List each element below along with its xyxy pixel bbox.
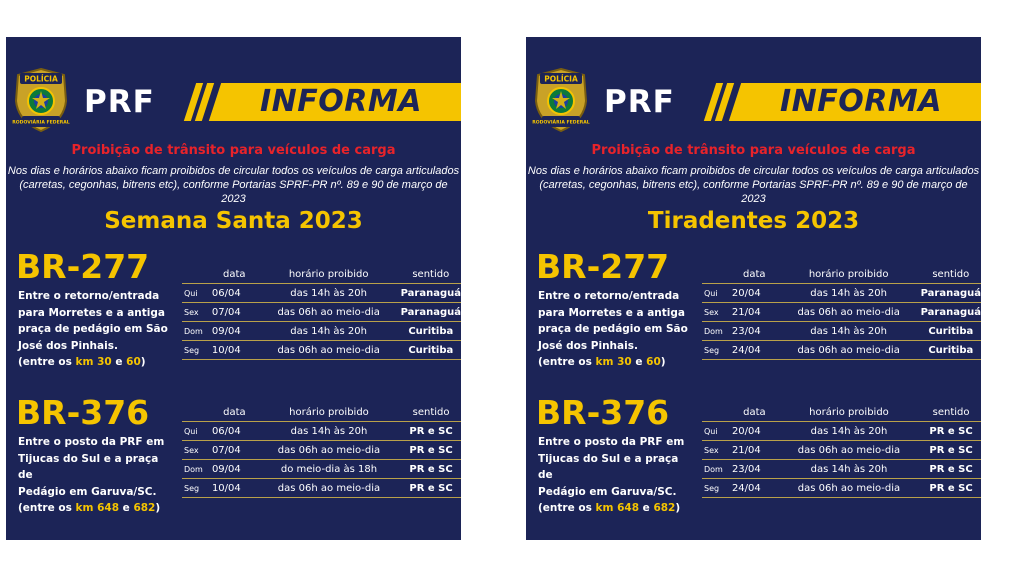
desc-line: Entre o retorno/entrada: [538, 290, 680, 302]
col-hour-header: horário proibido: [257, 265, 401, 284]
table-row: Qui 06/04 das 14h às 20h Paranaguá: [182, 284, 461, 303]
agency-logo-text: PRF: [604, 84, 675, 120]
km-end: 682: [653, 502, 676, 514]
km-note: (entre os km 648 e 682): [18, 502, 161, 514]
table-row: Seg 24/04 das 06h ao meio-dia PR e SC: [702, 479, 981, 498]
col-hour-header: horário proibido: [777, 265, 921, 284]
table-row: Dom 09/04 das 14h às 20h Curitiba: [182, 322, 461, 341]
km-note: (entre os km 648 e 682): [538, 502, 681, 514]
table-row: Dom 09/04 do meio-dia às 18h PR e SC: [182, 460, 461, 479]
desc-line: para Morretes e a antiga: [538, 306, 686, 319]
table-row: Dom 23/04 das 14h às 20h Curitiba: [702, 322, 981, 341]
col-dir-header: sentido: [921, 403, 981, 422]
road-description: [538, 288, 688, 371]
badge-top-text: POLÍCIA: [544, 74, 578, 84]
intro-line-2: (carretas, cegonhas, bitrens etc), conforme Portarias SPRF-PR nº. 89 e 90 de março de 2023: [19, 179, 448, 205]
table-row: Qui 20/04 das 14h às 20h Paranaguá: [702, 284, 981, 303]
desc-line: Entre o posto da PRF em: [18, 436, 165, 448]
col-dir-header: sentido: [921, 265, 981, 284]
badge-bottom-text: RODOVIÁRIA FEDERAL: [12, 120, 70, 126]
intro-line-1: Nos dias e horários abaixo ficam proibidos de circular todos os veículos de carga articulados: [527, 165, 980, 177]
headline-text: INFORMA: [780, 84, 942, 119]
desc-line: para Morretes e a antiga: [18, 306, 166, 319]
km-start: km 30: [595, 356, 632, 368]
table-row: Sex 21/04 das 06h ao meio-dia Paranaguá: [702, 303, 981, 322]
badge-top-text: POLÍCIA: [24, 74, 58, 84]
notice-intro: [6, 164, 461, 206]
table-row: Sex 07/04 das 06h ao meio-dia Paranaguá: [182, 303, 461, 322]
km-end: 60: [126, 356, 141, 368]
col-date-header: data: [212, 403, 257, 422]
notice-intro: [526, 164, 981, 206]
road-name: BR-376: [536, 393, 670, 432]
table-row: Dom 23/04 das 14h às 20h PR e SC: [702, 460, 981, 479]
notice-panel-semana-santa: [6, 37, 461, 540]
badge-bottom-text: RODOVIÁRIA FEDERAL: [532, 120, 590, 126]
desc-line: praça de pedágio em São: [18, 323, 168, 335]
table-row: Sex 21/04 das 06h ao meio-dia PR e SC: [702, 441, 981, 460]
intro-line-2: (carretas, cegonhas, bitrens etc), conforme Portarias SPRF-PR nº. 89 e 90 de março de 2023: [539, 179, 968, 205]
schedule-table: [702, 265, 981, 360]
col-date-header: data: [732, 403, 777, 422]
prf-badge-icon: [12, 67, 70, 133]
col-date-header: data: [732, 265, 777, 284]
desc-line: José dos Pinhais.: [18, 339, 118, 352]
col-date-header: data: [212, 265, 257, 284]
km-end: 682: [133, 502, 156, 514]
road-name: BR-277: [536, 247, 670, 286]
desc-line: Pedágio em Garuva/SC.: [18, 485, 157, 498]
desc-line: Entre o posto da PRF em: [538, 436, 685, 448]
table-row: Qui 20/04 das 14h às 20h PR e SC: [702, 422, 981, 441]
notice-title: Proibição de trânsito para veículos de carga: [591, 143, 916, 158]
road-description: [538, 434, 688, 517]
agency-logo-text: PRF: [84, 84, 155, 120]
notice-title: Proibição de trânsito para veículos de carga: [71, 143, 396, 158]
prf-badge-icon: [532, 67, 590, 133]
col-hour-header: horário proibido: [257, 403, 401, 422]
event-title: Tiradentes 2023: [647, 208, 860, 234]
desc-line: Tijucas do Sul e a praça de: [18, 452, 159, 481]
road-name: BR-277: [16, 247, 150, 286]
road-description: [18, 288, 168, 371]
table-row: Seg 24/04 das 06h ao meio-dia Curitiba: [702, 341, 981, 360]
desc-line: José dos Pinhais.: [538, 339, 638, 352]
intro-line-1: Nos dias e horários abaixo ficam proibidos de circular todos os veículos de carga articulados: [7, 165, 460, 177]
road-name: BR-376: [16, 393, 150, 432]
schedule-table: [182, 265, 461, 360]
road-description: [18, 434, 168, 517]
desc-line: Tijucas do Sul e a praça de: [538, 452, 679, 481]
event-title: Semana Santa 2023: [104, 208, 363, 234]
col-dir-header: sentido: [401, 265, 461, 284]
table-row: Seg 10/04 das 06h ao meio-dia Curitiba: [182, 341, 461, 360]
km-start: km 30: [75, 356, 112, 368]
km-note: (entre os km 30 e 60): [538, 356, 666, 368]
schedule-table: [702, 403, 981, 498]
table-row: Sex 07/04 das 06h ao meio-dia PR e SC: [182, 441, 461, 460]
km-start: km 648: [75, 502, 119, 514]
col-dir-header: sentido: [401, 403, 461, 422]
km-start: km 648: [595, 502, 639, 514]
km-end: 60: [646, 356, 661, 368]
desc-line: Pedágio em Garuva/SC.: [538, 485, 677, 498]
schedule-table: [182, 403, 461, 498]
table-row: Seg 10/04 das 06h ao meio-dia PR e SC: [182, 479, 461, 498]
table-row: Qui 06/04 das 14h às 20h PR e SC: [182, 422, 461, 441]
notice-panel-tiradentes: [526, 37, 981, 540]
km-note: (entre os km 30 e 60): [18, 356, 146, 368]
col-hour-header: horário proibido: [777, 403, 921, 422]
desc-line: Entre o retorno/entrada: [18, 290, 160, 302]
headline-text: INFORMA: [260, 84, 422, 119]
desc-line: praça de pedágio em São: [538, 323, 688, 335]
